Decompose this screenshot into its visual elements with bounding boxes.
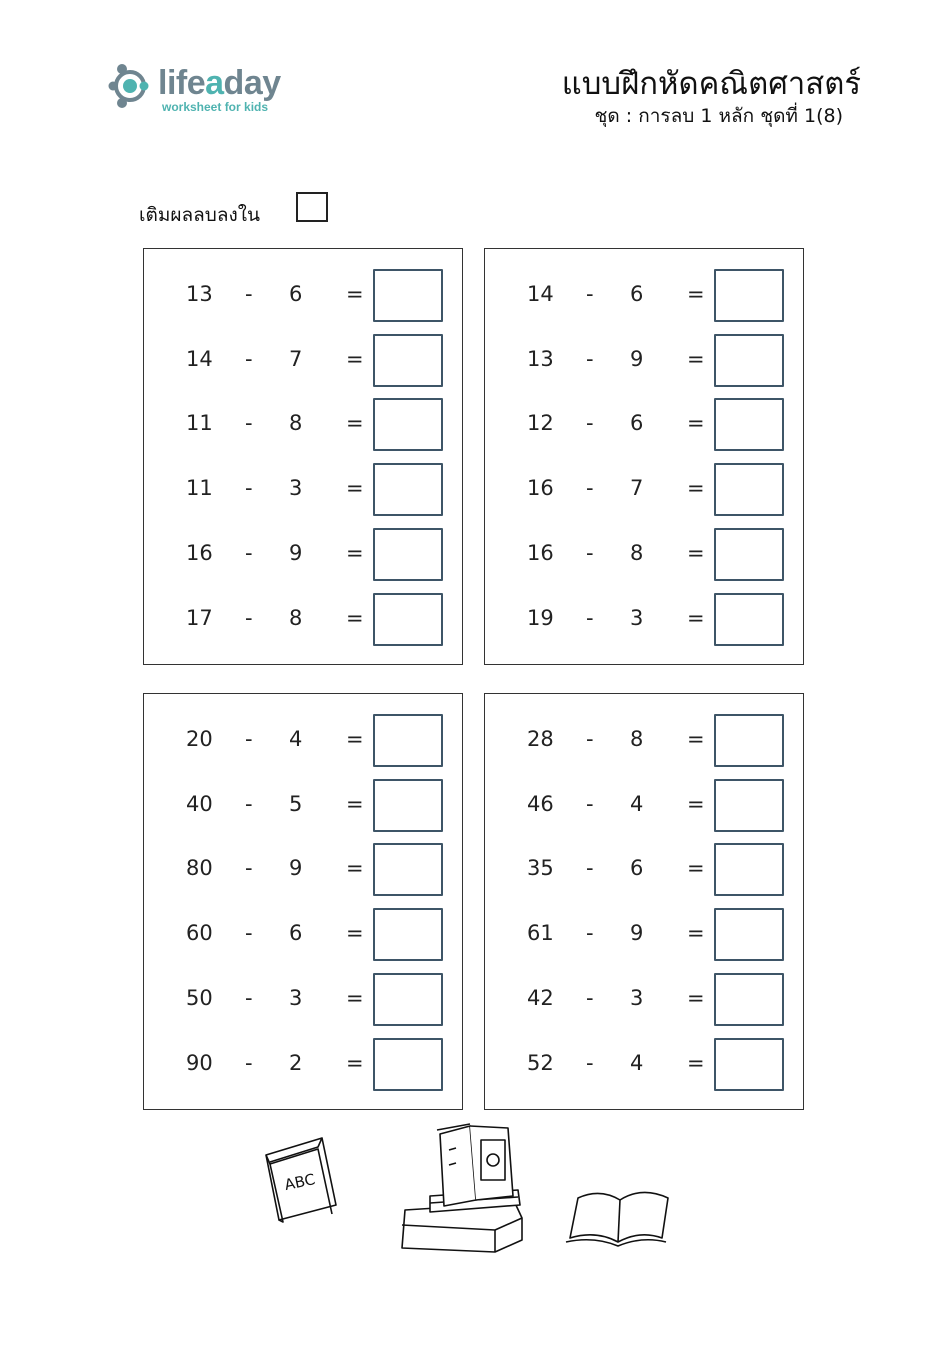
instruction-text: เติมผลลบลงใน [139, 204, 261, 226]
subtrahend: 4 [630, 1051, 644, 1075]
minuend: 52 [527, 1051, 554, 1075]
book-stack-icon [402, 1124, 522, 1252]
equals-sign: = [346, 792, 364, 816]
minus-sign: - [586, 986, 594, 1010]
abc-book-icon [266, 1138, 336, 1222]
minus-sign: - [586, 792, 594, 816]
subtrahend: 6 [630, 411, 644, 435]
subtrahend: 3 [289, 986, 303, 1010]
subtrahend: 3 [289, 476, 303, 500]
minuend: 61 [527, 921, 554, 945]
subtrahend: 6 [630, 856, 644, 880]
minus-sign: - [586, 282, 594, 306]
minus-sign: - [245, 411, 253, 435]
equals-sign: = [687, 1051, 705, 1075]
page-title: แบบฝึกหัดคณิตศาสตร์ [561, 66, 861, 102]
logo-wordmark: lifeaday [158, 64, 281, 102]
subtrahend: 6 [630, 282, 644, 306]
minuend: 40 [186, 792, 213, 816]
equals-sign: = [687, 856, 705, 880]
minuend: 50 [186, 986, 213, 1010]
subtrahend: 9 [630, 347, 644, 371]
subtrahend: 3 [630, 986, 644, 1010]
abc-book-label: ABC [282, 1170, 317, 1195]
minus-sign: - [245, 606, 253, 630]
minuend: 90 [186, 1051, 213, 1075]
minus-sign: - [586, 541, 594, 565]
open-book-icon [566, 1192, 668, 1246]
equals-sign: = [687, 282, 705, 306]
subtrahend: 4 [289, 727, 303, 751]
subtrahend: 5 [289, 792, 303, 816]
equals-sign: = [346, 986, 364, 1010]
minus-sign: - [586, 606, 594, 630]
equals-sign: = [687, 921, 705, 945]
minuend: 13 [186, 282, 213, 306]
minuend: 11 [186, 411, 213, 435]
subtrahend: 4 [630, 792, 644, 816]
equals-sign: = [687, 541, 705, 565]
subtrahend: 3 [630, 606, 644, 630]
minus-sign: - [245, 476, 253, 500]
subtrahend: 8 [630, 727, 644, 751]
minuend: 46 [527, 792, 554, 816]
equals-sign: = [346, 921, 364, 945]
subtrahend: 8 [630, 541, 644, 565]
subtrahend: 7 [289, 347, 303, 371]
minus-sign: - [245, 727, 253, 751]
minus-sign: - [245, 986, 253, 1010]
minus-sign: - [586, 411, 594, 435]
minuend: 60 [186, 921, 213, 945]
minus-sign: - [586, 476, 594, 500]
equals-sign: = [687, 476, 705, 500]
subtrahend: 8 [289, 411, 303, 435]
minuend: 14 [527, 282, 554, 306]
minus-sign: - [586, 1051, 594, 1075]
equals-sign: = [346, 282, 364, 306]
equals-sign: = [687, 411, 705, 435]
minus-sign: - [586, 856, 594, 880]
minus-sign: - [245, 792, 253, 816]
equals-sign: = [687, 727, 705, 751]
minus-sign: - [245, 347, 253, 371]
minus-sign: - [245, 856, 253, 880]
equals-sign: = [346, 541, 364, 565]
subtrahend: 2 [289, 1051, 303, 1075]
minuend: 16 [527, 541, 554, 565]
minus-sign: - [245, 541, 253, 565]
subtrahend: 9 [289, 856, 303, 880]
minuend: 13 [527, 347, 554, 371]
minus-sign: - [245, 282, 253, 306]
subtrahend: 6 [289, 282, 303, 306]
minuend: 14 [186, 347, 213, 371]
equals-sign: = [687, 347, 705, 371]
equals-sign: = [346, 411, 364, 435]
equals-sign: = [346, 1051, 364, 1075]
minuend: 17 [186, 606, 213, 630]
minuend: 16 [186, 541, 213, 565]
minuend: 35 [527, 856, 554, 880]
equals-sign: = [687, 792, 705, 816]
equals-sign: = [346, 606, 364, 630]
minus-sign: - [586, 921, 594, 945]
minuend: 80 [186, 856, 213, 880]
minus-sign: - [586, 347, 594, 371]
equals-sign: = [346, 347, 364, 371]
minus-sign: - [245, 921, 253, 945]
logo-tagline: worksheet for kids [162, 100, 269, 114]
minuend: 16 [527, 476, 554, 500]
minuend: 19 [527, 606, 554, 630]
minuend: 20 [186, 727, 213, 751]
minuend: 11 [186, 476, 213, 500]
subtrahend: 9 [289, 541, 303, 565]
equals-sign: = [346, 476, 364, 500]
equals-sign: = [346, 856, 364, 880]
equals-sign: = [687, 986, 705, 1010]
minuend: 42 [527, 986, 554, 1010]
page-subtitle: ชุด : การลบ 1 หลัก ชุดที่ 1(8) [594, 105, 843, 127]
minuend: 12 [527, 411, 554, 435]
subtrahend: 7 [630, 476, 644, 500]
minus-sign: - [586, 727, 594, 751]
subtrahend: 8 [289, 606, 303, 630]
equals-sign: = [687, 606, 705, 630]
subtrahend: 6 [289, 921, 303, 945]
minuend: 28 [527, 727, 554, 751]
minus-sign: - [245, 1051, 253, 1075]
equals-sign: = [346, 727, 364, 751]
subtrahend: 9 [630, 921, 644, 945]
